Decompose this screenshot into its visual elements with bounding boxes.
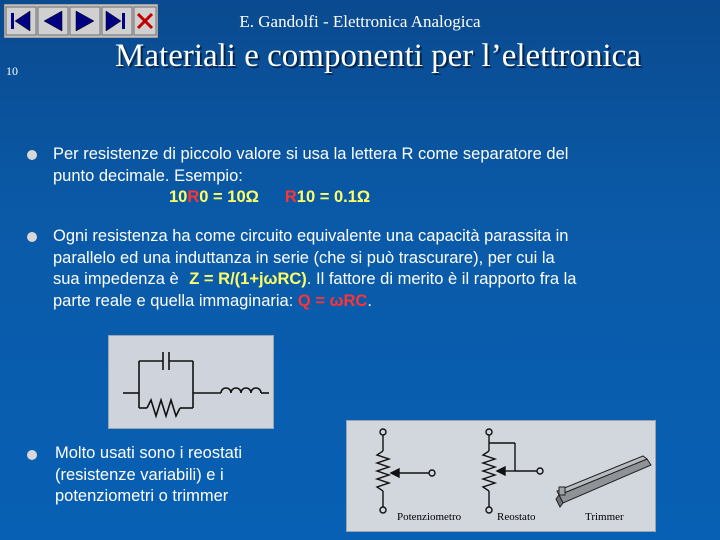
potenziometro-label: Potenziometro	[397, 511, 462, 523]
bullet-2-text	[53, 226, 703, 312]
bullet-2-line-4	[53, 291, 703, 313]
bullet-marker	[27, 450, 37, 460]
equivalent-circuit-diagram	[109, 336, 273, 428]
example-1-separator: R	[187, 188, 200, 206]
example-2-value: 10 = 0.1Ω	[296, 188, 371, 206]
trimmer-shape	[556, 456, 651, 507]
bullet-2-line-1: Ogni resistenza ha come circuito equivalente una capacità parassita in	[53, 227, 569, 245]
trimmer-label: Trimmer	[585, 511, 624, 523]
bullet-3-line-1: Molto usati sono i reostati	[55, 444, 243, 462]
merit-end: .	[367, 291, 372, 310]
bullet-3-line-2: (resistenze variabili) e i	[55, 465, 224, 484]
bullet-2-line-3	[53, 269, 703, 291]
equivalent-circuit-figure	[108, 335, 274, 429]
slide-number: 10	[6, 64, 18, 78]
example-1-prefix: 10	[169, 188, 188, 206]
bullet-2-line-2: parallelo ed una induttanza in serie (che si può trascurare), per cui la	[53, 248, 555, 267]
reostato-label: Reostato	[497, 511, 536, 523]
bullet-1-line-2: punto decimale. Esempio:	[53, 166, 243, 185]
slide-title: Materiali e componenti per l’elettronica	[115, 38, 641, 74]
bullet-1-text	[53, 144, 703, 209]
bullet-3-text	[55, 443, 295, 508]
impedance-intro: sua impedenza è	[53, 270, 179, 288]
impedance-formula: Z = R/(1+jωRC)	[189, 270, 307, 288]
example-1-value: 0 = 10Ω	[199, 188, 259, 206]
merit-formula: Q = ωRC	[297, 291, 368, 310]
variable-resistors-figure	[346, 420, 656, 532]
merit-text: . Il fattore di merito è il rapporto fra la	[306, 270, 577, 288]
bullet-marker	[27, 232, 37, 242]
example-line	[53, 187, 703, 209]
bullet-3-line-3: potenziometri o trimmer	[55, 487, 229, 505]
bullet-marker	[27, 150, 37, 160]
example-2-separator: R	[284, 188, 297, 206]
bullet-1-line-1: Per resistenze di piccolo valore si usa la lettera R come separatore del	[53, 145, 569, 163]
merit-intro: parte reale e quella immaginaria:	[53, 291, 294, 310]
header-title: E. Gandolfi - Elettronica Analogica	[239, 12, 481, 31]
